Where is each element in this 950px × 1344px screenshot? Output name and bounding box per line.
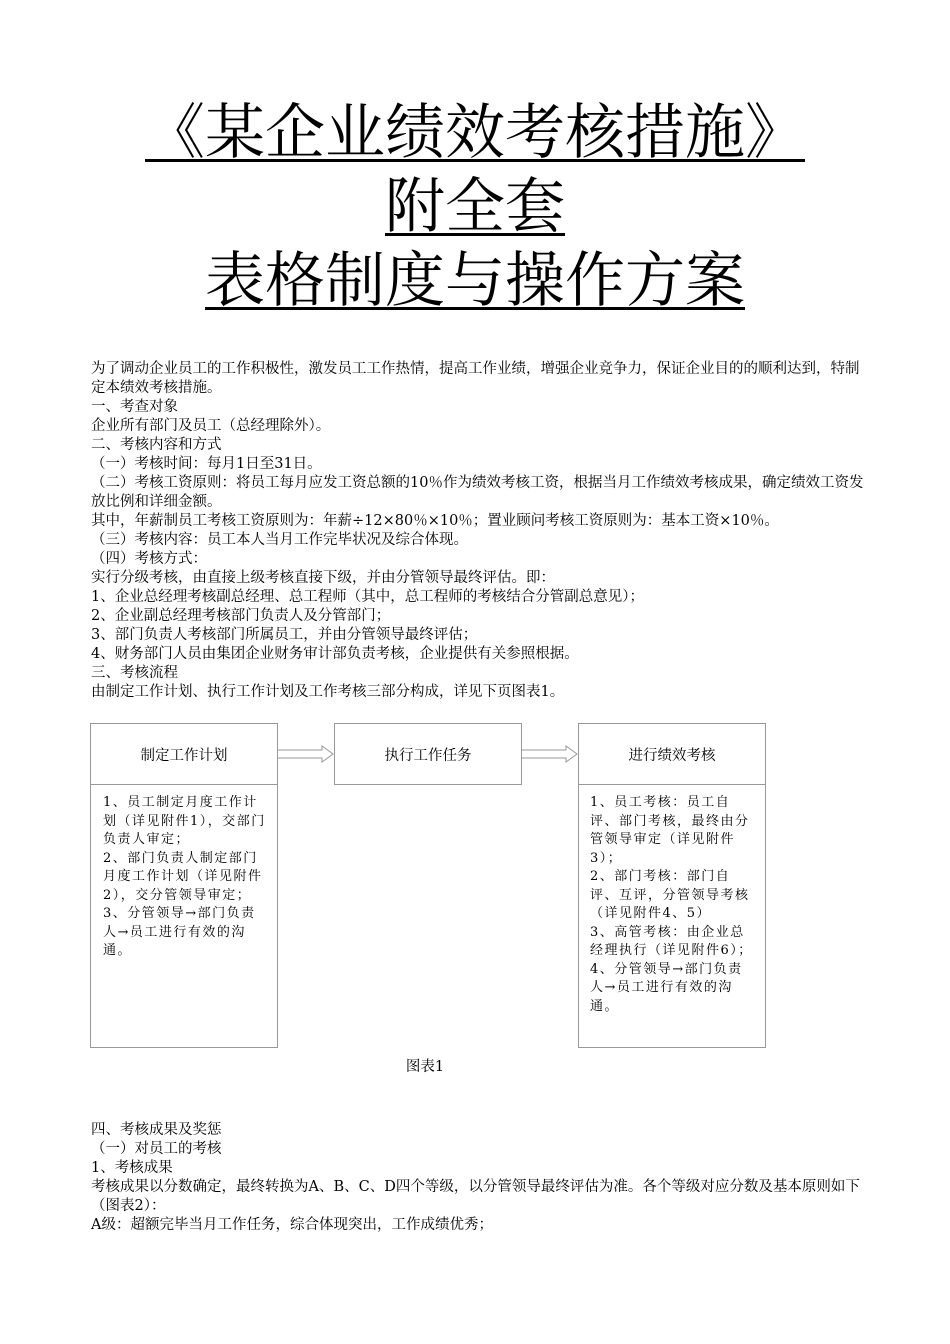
arrow-right-icon [278,746,333,762]
list-item: 2、部门负责人制定部门月度工作计划（详见附件2），交分管领导审定； [103,850,263,903]
heading: （一）对员工的考核 [91,1141,222,1157]
list-item: 1、企业总经理考核副总经理、总工程师（其中，总工程师的考核结合分管副总意见）； [91,589,644,605]
paragraph: （三）考核内容：员工本人当月工作完毕状况及综合体现。 [91,532,468,548]
paragraph: A级：超额完毕当月工作任务，综合体现突出，工作成绩优秀； [91,1217,493,1233]
document-title [0,96,950,318]
heading: 二、考核内容和方式 [91,437,222,453]
paragraph: （一）考核时间：每月1日至31日。 [91,456,322,472]
flow-box-plan-body [103,794,268,961]
list-item: 1、员工制定月度工作计划（详见附件1），交部门负责人审定； [103,795,266,847]
list-item: 4、财务部门人员由集团企业财务审计部负责考核，企业提供有关参照根据。 [91,646,579,662]
figure-caption: 图表1 [405,1059,445,1075]
list-item: 1、员工考核：员工自评、部门考核，最终由分管领导审定（详见附件3）； [590,795,750,866]
list-item: 2、部门考核：部门自评、互评，分管领导考核（详见附件4、5） [590,869,750,921]
list-item: 3、分管领导→部门负责人→员工进行有效的沟通。 [103,906,256,958]
title-line-2: 附全套 [385,172,565,242]
paragraph: 企业所有部门及员工（总经理除外）。 [91,418,331,434]
paragraph: 考核成果以分数确定，最终转换为A、B、C、D四个等级，以分管领导最终评估为准。各个等级对应分数及基本原则如下（图表2）： [91,1179,860,1214]
paragraph: （四）考核方式： [91,551,207,567]
flow-box-plan-title: 制定工作计划 [140,747,228,764]
title-line-3: 表格制度与操作方案 [205,246,745,316]
list-item: 2、企业副总经理考核部门负责人及分管部门； [91,608,391,624]
paragraph: 其中，年薪制员工考核工资原则为：年薪÷12×80％×10％；置业顾问考核工资原则为：基本工资×10％。 [91,513,779,529]
intro-body [91,360,871,702]
section-4-body [91,1121,871,1235]
flow-box-assess-title: 进行绩效考核 [628,747,716,764]
paragraph: 由制定工作计划、执行工作计划及工作考核三部分构成，详见下页图表1。 [91,684,565,700]
heading: 1、考核成果 [91,1160,173,1176]
list-item: 4、分管领导→部门负责人→员工进行有效的沟通。 [590,961,743,1014]
flow-box-execute-title: 执行工作任务 [384,747,472,764]
paragraph: 为了调动企业员工的工作积极性，激发员工工作热情，提高工作业绩，增强企业竞争力，保证企业目的的顺利达到，特制定本绩效考核措施。 [91,361,860,396]
paragraph: （二）考核工资原则：将员工每月应发工资总额的10％作为绩效考核工资，根据当月工作绩效考核成果，确定绩效工资发放比例和详细金额。 [91,475,864,510]
title-line-1: 《某企业绩效考核措施》 [145,98,805,168]
flow-box-assess-body [590,794,756,1016]
arrow-right-icon [522,746,577,762]
paragraph: 实行分级考核，由直接上级考核直接下级，并由分管领导最终评估。即： [91,570,555,586]
heading: 一、考查对象 [91,399,178,415]
list-item: 3、高管考核：由企业总经理执行（详见附件6）； [590,924,753,958]
list-item: 3、部门负责人考核部门所属员工，并由分管领导最终评估； [91,627,478,643]
heading: 三、考核流程 [91,665,178,681]
heading: 四、考核成果及奖惩 [91,1122,222,1138]
